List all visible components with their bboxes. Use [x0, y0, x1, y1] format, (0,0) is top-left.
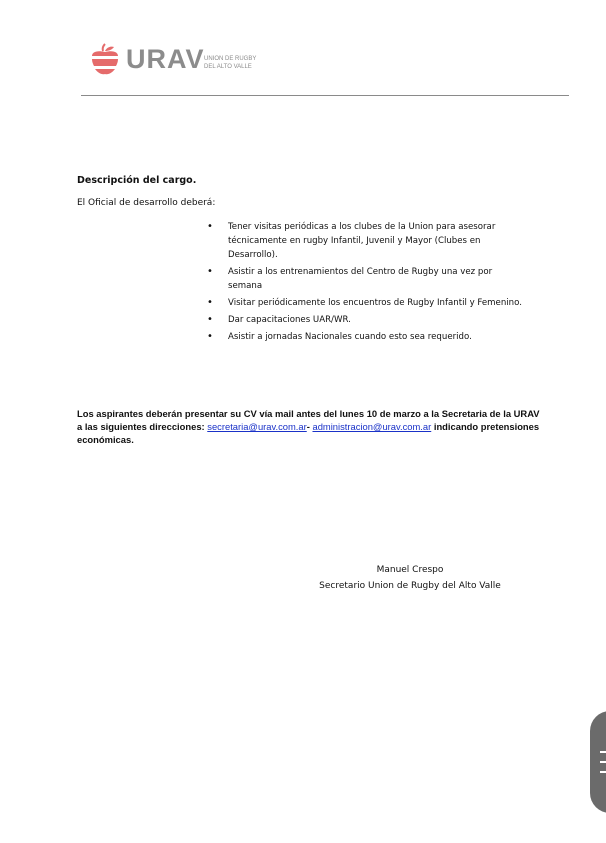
grip-line-icon	[600, 761, 606, 763]
grip-line-icon	[600, 771, 606, 773]
email-separator: -	[306, 421, 313, 432]
email-link-secretaria[interactable]: secretaria@urav.com.ar	[207, 421, 307, 432]
logo-wordmark: URAV	[126, 44, 205, 74]
duties-list	[207, 220, 527, 347]
list-item: • Visitar periódicamente los encuentros de Rugby Infantil y Femenino.	[207, 296, 527, 310]
email-link-administracion[interactable]: administracion@urav.com.ar	[312, 421, 432, 432]
list-item: • Asistir a los entrenamientos del Centro de Rugby una vez por semana	[207, 265, 527, 293]
logo-tagline-line2: DEL ALTO VALLE	[204, 64, 252, 70]
signature-block	[300, 562, 520, 594]
application-text-start: Los aspirantes deberán presentar su CV vía mail antes del lunes 10 de marzo a la Secretaria de la URAV a las siguientes direcciones:	[77, 408, 540, 432]
list-item: • Asistir a jornadas Nacionales cuando esto sea requerido.	[207, 330, 527, 344]
signatory-title: Secretario Union de Rugby del Alto Valle	[319, 581, 501, 591]
signatory-name: Manuel Crespo	[376, 565, 444, 575]
urav-logo	[88, 40, 288, 82]
application-text-end: indicando pretensiones económicas.	[77, 421, 540, 445]
grip-line-icon	[600, 751, 606, 753]
list-item: • Dar capacitaciones UAR/WR.	[207, 313, 527, 327]
logo-tagline-line1: UNION DE RUGBY	[204, 56, 257, 62]
intro-text: El Oficial de desarrollo deberá:	[77, 198, 216, 208]
apple-rugby-icon	[88, 42, 122, 76]
list-item: • Tener visitas periódicas a los clubes de la Union para asesorar técnicamente en rugby Infantil, Juvenil y Mayor (Clubes en Desarrollo).	[207, 220, 527, 262]
scroll-handle[interactable]	[590, 711, 606, 813]
header-divider	[81, 95, 569, 96]
logo-tagline	[204, 55, 256, 71]
section-heading: Descripción del cargo.	[77, 175, 197, 186]
application-paragraph	[77, 407, 547, 446]
